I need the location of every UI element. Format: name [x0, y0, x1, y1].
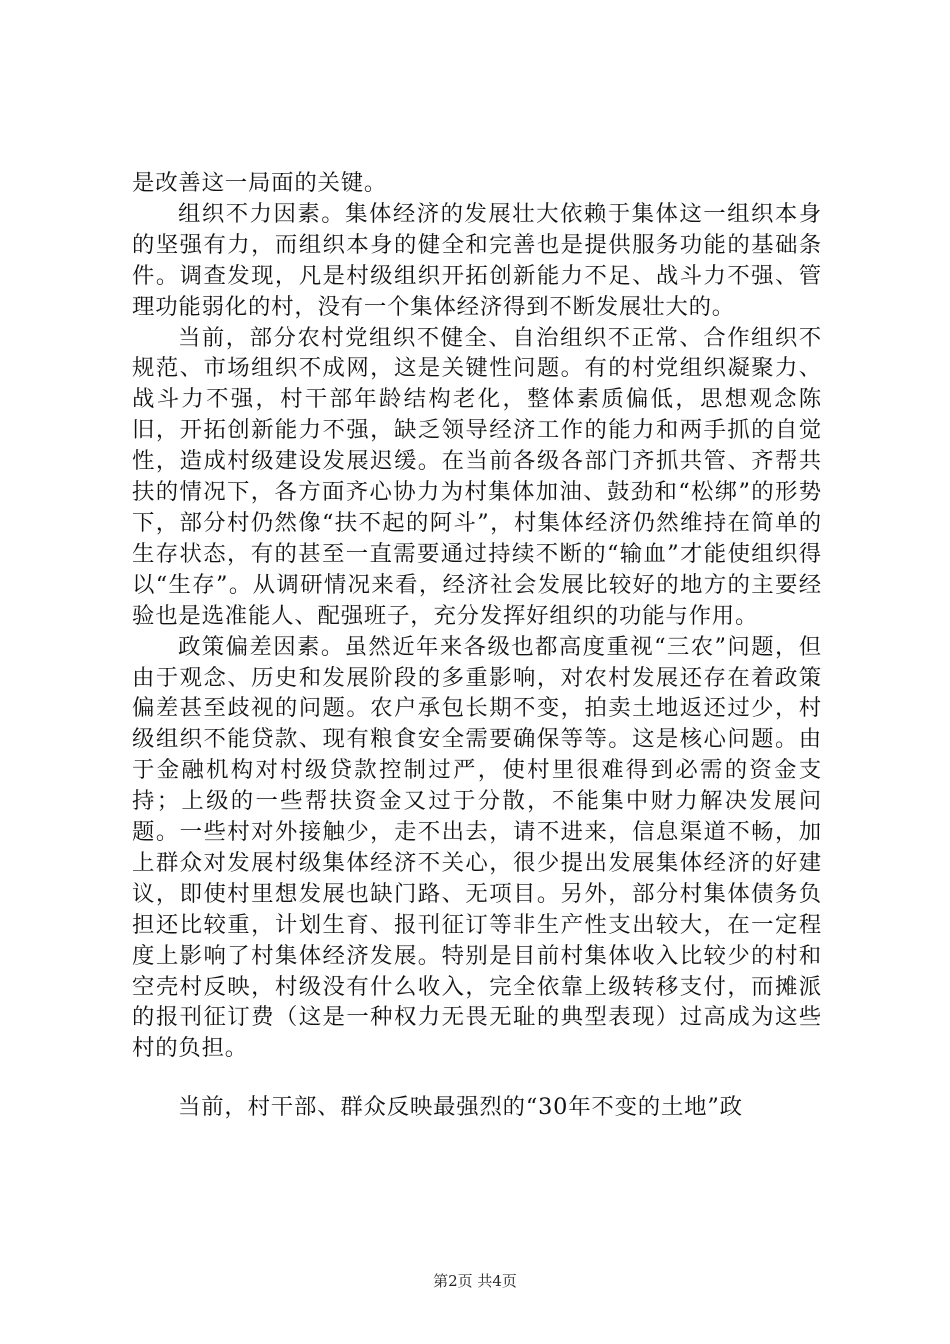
paragraph-land-policy: 当前，村干部、群众反映最强烈的“30年不变的土地”政: [178, 1094, 743, 1121]
paragraph-current-situation: 当前，部分农村党组织不健全、自治组织不正常、合作组织不规范、市场组织不成网，这是关键性问题。有的村党组织凝聚力、战斗力不强，村干部年龄结构老化，整体素质偏低，思想观念陈旧，开拓创新能力不强，缺乏领导经济工作的能力和两手抓的自觉性，造成村级建设发展迟缓。在当前各级各部门齐抓共管、齐帮共扶的情况下，各方面齐心协力为村集体加油、鼓劲和“松绑”的形势下，部分村仍然像“扶不起的阿斗”，村集体经济仍然维持在简单的生存状态，有的甚至一直需要通过持续不断的“输血”才能使组织得以“生存”。从调研情况来看，经济社会发展比较好的地方的主要经验也是选准能人、配强班子，充分发挥好组织的功能与作用。: [132, 324, 822, 629]
paragraph-policy-factor: 政策偏差因素。虽然近年来各级也都高度重视“三农”问题，但由于观念、历史和发展阶段的多重影响，对农村发展还存在着政策偏差甚至歧视的问题。农户承包长期不变，拍卖土地返还过少，村级组织不能贷款、现有粮食安全需要确保等等。这是核心问题。由于金融机构对村级贷款控制过严，使村里很难得到必需的资金支持；上级的一些帮扶资金又过于分散，不能集中财力解决发展问题。一些村对外接触少，走不出去，请不进来，信息渠道不畅，加上群众对发展村级集体经济不关心，很少提出发展集体经济的好建议，即使村里想发展也缺门路、无项目。另外，部分村集体债务负担还比较重，计划生育、报刊征订等非生产性支出较大，在一定程度上影响了村集体经济发展。特别是目前村集体收入比较少的村和空壳村反映，村级没有什么收入，完全依靠上级转移支付，而摊派的报刊征订费（这是一种权力无畏无耻的典型表现）过高成为这些村的负担。: [132, 633, 822, 1062]
paragraph-organization-factor: 组织不力因素。集体经济的发展壮大依赖于集体这一组织本身的坚强有力，而组织本身的健全和完善也是提供服务功能的基础条件。调查发现，凡是村级组织开拓创新能力不足、战斗力不强、管理功能弱化的村，没有一个集体经济得到不断发展壮大的。: [132, 200, 822, 320]
document-body: [132, 168, 822, 1123]
page-number-footer: 第2页 共4页: [433, 1272, 517, 1290]
paragraph-continuation: 是改善这一局面的关键。: [132, 170, 388, 196]
